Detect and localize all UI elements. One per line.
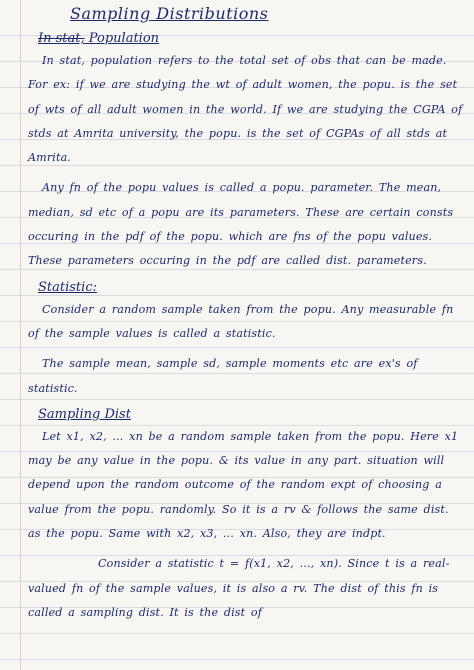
heading-population	[38, 31, 464, 46]
statistic-paragraph-2: The sample mean, sample sd, sample moments etc are ex's of statistic.	[28, 357, 418, 395]
heading-population-label: Population	[88, 31, 160, 46]
heading-statistic: Statistic:	[38, 279, 97, 295]
margin-line	[20, 0, 21, 670]
population-paragraph-1: In stat, population refers to the total set of obs that can be made. For ex: if we are studying the wt of adult women, the popu. is the set of wts of all adult women in the world. If we are studying the CGPA of stds at Amrita university, the popu. is the set of CGPAs of all stds at Amrita.	[28, 54, 463, 165]
sampling-dist-paragraph-1: Let x1, x2, ... xn be a random sample taken from the popu. Here x1 may be any value in the popu. & its value in any part. situation will depend upon the random outcome of the random expt of choosing a value from the popu. randomly. So it is a rv & follows the same dist. as the popu. Same with x2, x3, ... xn. Also, they are indpt.	[28, 429, 459, 541]
statistic-paragraph-1: Consider a random sample taken from the popu. Any measurable fn of the sample values is called a statistic.	[28, 302, 454, 340]
heading-sampling-dist: Sampling Dist	[38, 406, 131, 422]
page-title: Sampling Distributions	[70, 4, 269, 23]
sampling-dist-paragraph-2: Consider a statistic t = f(x1, x2, ..., xn). Since t is a real-valued fn of the sample values, it is also a rv. The dist of this fn is called a sampling dist. It is the dist of	[28, 557, 450, 619]
heading-struck-text: In stat,	[38, 31, 85, 46]
population-paragraph-2: Any fn of the popu values is called a popu. parameter. The mean, median, sd etc of a popu are its parameters. These are certain consts occuring in the pdf of the popu. which are fns of the popu values. These parameters occuring in the pdf are called dist. parameters.	[28, 181, 454, 268]
